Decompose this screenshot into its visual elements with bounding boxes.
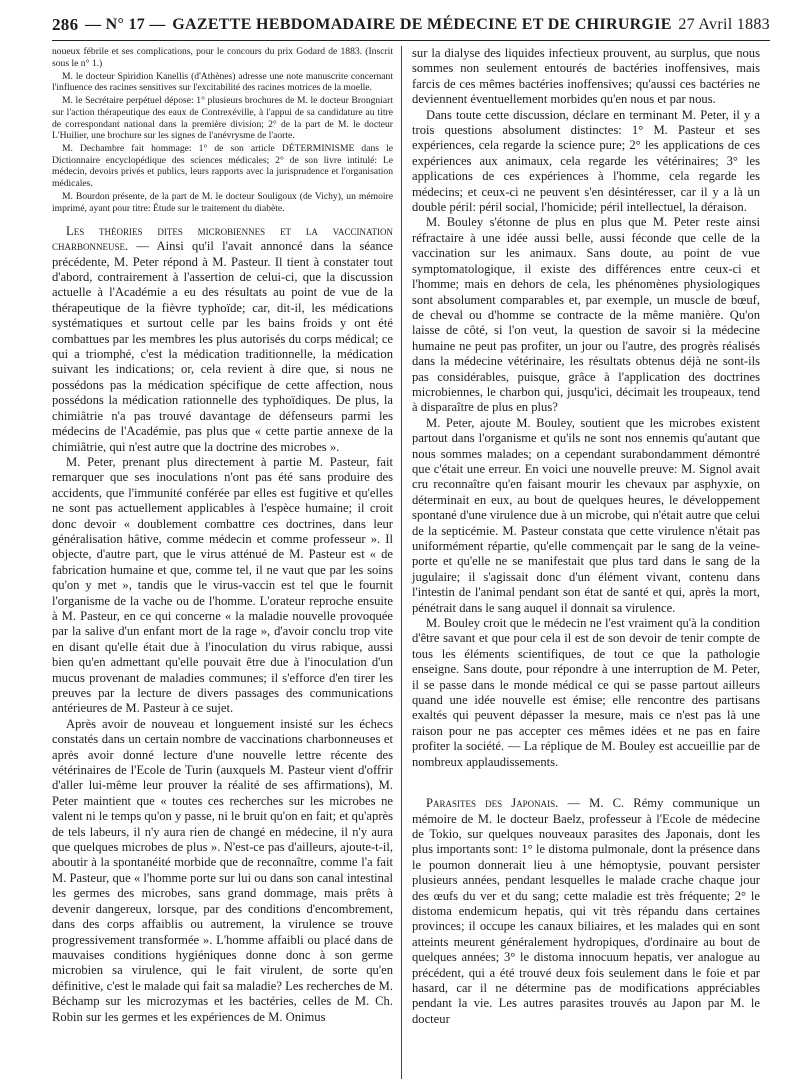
article-title: Parasites des Japonais. xyxy=(426,796,559,811)
article-paragraph: M. Bouley s'étonne de plus en plus que M. Peter reste ainsi réfractaire à une idée aussi belle, aussi féconde que celle de la vaccination sur les animaux. Sans doute, au point de vue symptomatologique, il existe des différences entre ceux-ci et l'homme; mais en dehors de cela, les phénomènes physiologiques sont absolument comparables et, par exemple, un muscle de bœuf, de cheval ou d'homme se contracte de la même manière. Qu'on laisse de côté, si l'on veut, la question de savoir si la médecine humaine ne peut pas profiter, un jour ou l'autre, des progrès réalisés dans la médecine vétérinaire, les résultats obtenus déjà ne sont-ils pas considérables, puisque, grâce à l'application des doctrines microbiennes, le charbon qui, jusqu'ici, décimait les troupeaux, tend à disparaître de plus en plus? xyxy=(412,215,760,415)
issue-number: — N° 17 — xyxy=(85,16,166,33)
article-paragraph xyxy=(412,796,760,1027)
article-paragraph: Dans toute cette discussion, déclare en terminant M. Peter, il y a trois questions absolument distinctes: 1° M. Pasteur et ses expériences, cela regarde la science pure; 2° les applications de ces expériences aux animaux, cela regarde les vétérinaires; 3° les applications de ces expériences à l'homme, cela regarde les médecins; et ceux-ci ne peuvent s'en désintéresser, car il y a là un double péril: péril social, l'homicide; péril intellectuel, la déraison. xyxy=(412,107,760,215)
article-paragraph xyxy=(52,224,393,455)
article-lead-text: — M. C. Rémy communique un mémoire de M. le docteur Baelz, professeur à l'Ecole de médecine de Tokio, sur quelques nouveaux parasites des Japonais, dont les plus importants sont: 1° le distoma pulmonale, dont la présence dans le poumon donnerait lieu à une hémoptysie, pouvant persister plusieurs années, pendant lesquelles le malade crache chaque jour des œufs du ver et du sang; cette maladie est très fréquente; 2° le distoma endemicum hepatis, qui vit très répandu dans certaines provinces; il occupe les canaux biliaires, et les malades qui en sont atteints meurent généralement hydropiques, d'ordinaire au bout de quelques années; 3° le distoma innocuum hepatis, ver analogue au précédent, qui a été trouvé deux fois seulement dans le foie et par hasard, car il ne détermine pas de modifications appréciables pendant la vie. Les autres parasites trouvés au Japon par M. le docteur xyxy=(412,796,760,1026)
page-number: 286 xyxy=(52,15,79,34)
article-paragraph: M. Peter, ajoute M. Bouley, soutient que les microbes existent partout dans l'organisme et qu'ils ne sont nos ennemis qu'autant que nous sommes malades; on a cependant surabondamment démontré que c'était une erreur. En voici une nouvelle preuve: M. Signol avait cru reconnaître qu'en faisant mourir les chevaux par asphyxie, on déterminait en eux, au bout de quelques heures, le développement spontané d'une virulence due à un microbe, qui n'était autre que celui de la septicémie. M. Pasteur constata que cette virulence n'était pas uniformément répartie, qu'elle commençait par le sang de la veine-porte et qu'elle ne se manifestait que plus tard dans le sang de la jugulaire; il s'agissait donc d'un élément vivant, contenu dans l'intestin de l'animal pendant son état de santé et qui, après la mort, pénétrait dans le sang auquel il donnait sa virulence. xyxy=(412,415,760,615)
page-header xyxy=(52,12,770,38)
article-continuation xyxy=(412,46,760,770)
article-lead-text: — Ainsi qu'il l'avait annoncé dans la séance précédente, M. Peter répond à M. Pasteur. Il tient à constater tout d'abord, contrairement à l'assertion de celui-ci, que la discussion actuelle à l'Académie a eu des résultats au point de vue de la thérapeutique de la fièvre typhoïde; car, dit-il, les médications systématiques et surtout celle par les bains froids y ont été combattues par les membres les plus autorisés du corps médical; ce qui a triomphé, c'est la médication traditionnelle, la médication suivant les indications; or, cela revient à dire que, si nous ne possédons pas la médication spécifique de cette affection, nous possédons la médication rationnelle des typhoïdiques. De plus, la chimiâtrie n'a pas trouvé davantage de défenseurs parmi les médecins de l'Académie, pas plus que « cette partie annexe de la chimiâtrie, qui n'est autre que la doctrine des microbes ». xyxy=(52,239,393,454)
notice: M. Dechambre fait hommage: 1° de son article DÉTERMINISME dans le Dictionnaire encyclopédique des sciences médicales; 2° de son livre intitulé: Le médecin, devoirs privés et publics, leurs rapports avec la jurisprudence et l'organisation médicales. xyxy=(52,143,393,190)
notice: M. le Secrétaire perpétuel dépose: 1° plusieurs brochures de M. le docteur Brongniart sur l'action thérapeutique des eaux de Contrexéville, à l'appui de sa candidature au titre de correspondant national dans la première division; 2° de la part de M. le docteur L'Huilier, une brochure sur les signes de l'anévrysme de l'aorte. xyxy=(52,95,393,142)
article-theories-microbiennes xyxy=(52,224,393,1025)
left-column xyxy=(52,46,401,1079)
text-columns xyxy=(52,46,770,1079)
article-paragraph: M. Peter, prenant plus directement à partie M. Pasteur, fait remarquer que ses inoculations n'ont pas été sans produire des accidents, que l'immunité conférée par elles est fugitive et qu'elles ne sont pas actuellement applicables à l'espèce humaine; il croit donc devoir « doublement combattre ces doctrines, dans leur généralisation hâtive, comme médecin et comme professeur ». Il objecte, d'autre part, que le virus atténué de M. Pasteur est « de fabrication humaine et que, comme tel, il ne vaut que par les soins qu'on y met », tandis que le virus-vaccin est tel que le fournit l'organisme de la vache ou de l'homme. L'orateur reproche ensuite à M. Pasteur, en ce qui concerne « la maladie nouvelle provoquée par la salive d'un enfant mort de la rage », d'avoir conclu trop vite en disant qu'elle était due à l'inoculation du virus rabique, aussi bien qu'en admettant qu'elle pouvait être due à l'inoculation d'un mucus provenant de maladies communes; il s'efforce d'en tirer les preuves par la lecture de divers passages des communications antérieures de M. Pasteur à ce sujet. xyxy=(52,454,393,716)
article-paragraph: Après avoir de nouveau et longuement insisté sur les échecs constatés dans un certain nombre de vaccinations charbonneuses et après avoir donné lecture d'une nouvelle lettre récente des vétérinaires de l'Ecole de Turin (auxquels M. Pasteur vient d'offrir d'aller lui-même leur prouver la réalité de ses affirmations), M. Peter maintient que « toutes ces recherches sur les microbes ne valent ni le temps qu'on y passe, ni le bruit qu'on en fait; et qu'après de tels labeurs, il n'y aura rien de changé en médecine, il n'y aura que quelques microbes de plus ». N'est-ce pas d'ailleurs, ajoute-t-il, aboutir à la spontanéité morbide que de reconnaître, comme l'a fait M. Pasteur, que « l'homme porte sur lui ou dans son canal intestinal les germes des microbes, sans grand dommage, mais prêts à devenir dangereux, lorsque, par des conditions d'encombrement, dans des corps affaiblis ou autrement, la virulence se trouve progressivement transformée ». L'homme affaibli ou placé dans de mauvaises conditions hygiéniques donne donc à son germe microbien sa virulence, qui le fait virulent, de sorte qu'en définitive, c'est le malade qui fait sa maladie? Les recherches de M. Béchamp sur les microzymas et les bactéries, celles de M. Ch. Robin sur les germes et les expériences de M. Onimus xyxy=(52,716,393,1024)
issue-date: 27 Avril 1883 xyxy=(678,16,770,33)
article-paragraph: M. Bouley croit que le médecin ne l'est vraiment qu'à la condition d'être savant et que pour cela il est de son devoir de tenir compte de tous les éléments scientifiques, de tout ce que la pathologie enseigne. Sans doute, pour répondre à une interruption de M. Peter, il se passe dans le monde médical ce qui se passe partout ailleurs quand une idée nouvelle est émise; elle rencontre des partisans exaltés qui peuvent dépasser la mesure, mais ce n'est pas là une raison pour ne pas accepter ces mêmes idées et ne pas en faire profiter la société. — La réplique de M. Bouley est accueillie par de nombreux applaudissements. xyxy=(412,616,760,769)
notice: M. le docteur Spiridion Kanellis (d'Athènes) adresse une note manuscrite concernant l'influence des racines sensitives sur l'excitabilité des racines motrices de la moelle. xyxy=(52,70,393,94)
right-column xyxy=(401,46,760,1079)
article-title: Les théories dites microbiennes et la vaccination charbonneuse. xyxy=(52,223,393,254)
notice: noueux fébrile et ses complications, pour le concours du prix Godard de 1883. (Inscrit sous le n° 1.) xyxy=(52,46,393,69)
journal-title: GAZETTE HEBDOMADAIRE DE MÉDECINE ET DE CHIRURGIE xyxy=(172,16,672,33)
article-parasites-japonais xyxy=(412,796,760,1027)
article-paragraph: sur la dialyse des liquides infectieux prouvent, au surplus, que nous sommes non seulement entourés de bactéries inoffensives, mais farcis de ces mêmes bactéries inoffensives; qu'aussi ces bactéries ne deviennent éventuellement morbides qu'en nous et par nous. xyxy=(412,46,760,107)
notice: M. Bourdon présente, de la part de M. le docteur Souligoux (de Vichy), un mémoire imprimé, ayant pour titre: Étude sur le traitement du diabète. xyxy=(52,191,393,214)
notices-block xyxy=(52,46,393,214)
header-rule xyxy=(52,40,770,41)
